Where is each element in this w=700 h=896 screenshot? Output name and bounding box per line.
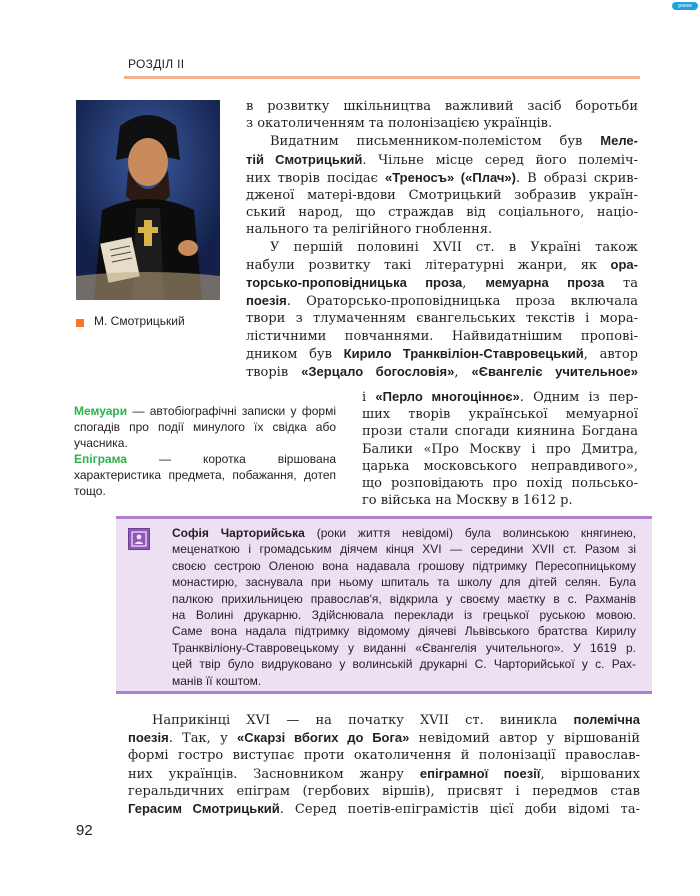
text-line: нального та релігійного гноблення. [246,222,493,238]
text-line: Балики «Про Москву і про Дмитра, [362,441,638,457]
text-line: Видатним письменником-полемістом був Меле- [270,133,638,150]
bio-line: монастирю, заснувала при ньому шпиталь та школу для дітей селян. Була [172,575,636,590]
text-line: лістичними повчаннями. Найвидатнішим пропові- [246,328,638,344]
portrait-caption: М. Смотрицький [94,314,185,328]
bio-line: меценаткою і громадським діячем кінця XVI — середини XVII ст. Разом зі [172,542,636,557]
bio-line: Саме вона надала підтримку відомому діячеві Львівського братства Кирилу [172,624,636,639]
portrait-illustration [76,100,220,300]
text-line: У першій половині XVII ст. в Україні також [270,239,638,255]
text-line: і «Перло многоцінноє». Одним із пер- [362,389,638,405]
section-header: РОЗДІЛ ІІ [128,57,185,71]
glossary-definition: — автобіографічні записки у формі спогадів про події минулого їх свідка або учасника. [74,404,336,450]
text-line: формі гостро виступає проти окатоличення й полонізації православ- [128,748,640,764]
glossary-entry-epigram [74,451,336,499]
caption-bullet-icon [76,319,84,327]
page-number: 92 [76,822,93,839]
portrait-image [76,100,220,300]
text-line: царька московського неправдивого», [362,458,638,474]
text-line: Герасим Смотрицький. Серед поетів-епіграмістів цієї доби відомі та- [128,801,640,818]
bio-line: на Волині друкарню. Здійснювала переклади із грецької руською мовою. [172,608,636,623]
bio-name: Софія Чарторийська [172,526,305,540]
bio-line: манів її коштом. [172,673,262,688]
text-line: ших творів української мемуарної [362,407,638,423]
bio-line: палкою прихильницею православ'я, відкрила у своєму маєтку в с. Рахманів [172,591,636,606]
text-line: них творів посідає «Треносъ» («Плач»). В образі скрив- [246,169,638,186]
header-rule [124,76,640,79]
main-text-upper [246,98,638,381]
glossary-term: Епіграма [74,452,127,466]
text-line: творів «Зерцало богословія», «Євангеліє учительное» [246,364,638,381]
text-line: прози стали спогади киянина Богдана [362,424,638,440]
text-line: ський народ, що страждав від соціального, націо- [246,205,638,221]
text-line: торсько-проповідницька проза, мемуарна проза та [246,275,638,292]
text-line: тій Смотрицький. Чільне місце серед його полеміч- [246,151,638,168]
bio-line: Софія Чарторийська (роки життя невідомі) була волинською княгинею, [172,526,636,540]
publisher-badge: ранок [672,2,698,10]
bio-line: цей твір було видруковано у волинській друкарні С. Чарторийської у с. Рах- [172,657,636,672]
main-text-bottom [128,711,640,818]
glossary-entry-memoirs [74,403,336,451]
text-line: го війська на Москву в 1612 р. [362,493,573,509]
text-line: Наприкінці XVI — на початку XVII ст. виникла полемічна [152,712,640,728]
text-line: них українців. Засновником жанру епіграмної поезії, віршованих [128,765,640,782]
biography-text [172,525,636,689]
text-line: твори з тлумаченням євангельських текстів і мора- [246,311,638,327]
text-line: набули розвитку такі літературні жанри, як ора- [246,256,638,273]
text-line: дником був Кирило Транквіліон-Ставровецький, автор [246,345,638,362]
text-line: з окатоличенням та полонізацією українців. [246,116,553,132]
glossary-definition: — коротка віршована характеристика предмета, побажання, дотеп тощо. [74,452,336,498]
text-line: дженої матері-вдови Смотрицький зобразив україн- [246,188,638,204]
glossary-term: Мемуари [74,404,128,418]
main-text-lower [362,388,638,509]
glossary-box [74,403,336,499]
text-line: поезія. Так, у «Скарзі вбогих до Бога» невідомий автор у віршованій [128,730,640,747]
text-line: в розвитку шкільництва важливий засіб боротьби [246,99,638,114]
text-line: геральдичних епіграм (гербових віршів), присвят і передмов став [128,783,640,799]
text-line: що розповідають про похід польсько- [362,476,638,492]
bio-line: Транквіліону-Ставровецькому у виданні «Євангелія учительного». У 1619 р. [172,640,636,655]
text-line: поезія. Ораторсько-проповідницька проза включала [246,293,638,310]
person-note-icon [128,528,150,550]
bio-line: своєю сестрою Оленою вона надавала грошову підтримку Пересопницькому [172,558,636,573]
